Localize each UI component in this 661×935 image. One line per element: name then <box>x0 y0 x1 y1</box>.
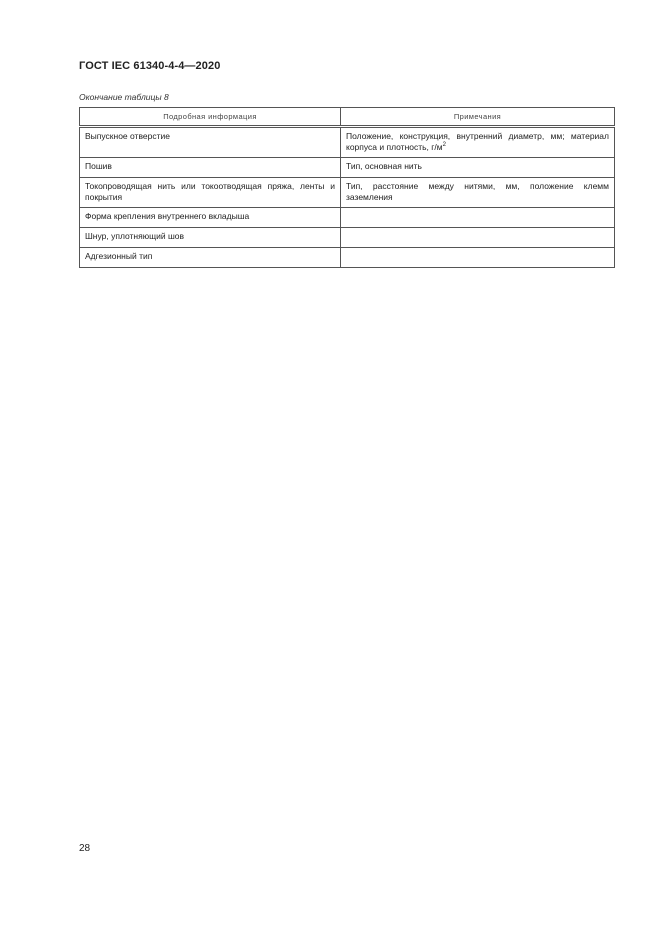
details-table <box>79 107 615 268</box>
note-text: Положение, конструкция, внутренний диаметр, мм; материал корпуса и плотность, г/м <box>346 131 609 152</box>
table-row <box>80 178 615 208</box>
table-row <box>80 208 615 228</box>
table-row <box>80 158 615 178</box>
detail-cell: Пошив <box>80 158 341 178</box>
note-cell <box>341 248 615 268</box>
detail-cell: Адгезионный тип <box>80 248 341 268</box>
note-cell <box>341 208 615 228</box>
note-cell <box>341 127 615 158</box>
table-row <box>80 248 615 268</box>
table-header-row <box>80 108 615 127</box>
superscript: 2 <box>442 142 446 149</box>
detail-cell: Выпускное отверстие <box>80 127 341 158</box>
table-row <box>80 228 615 248</box>
details-table-container <box>79 107 614 268</box>
detail-cell: Форма крепления внутреннего вкладыша <box>80 208 341 228</box>
note-cell: Тип, основная нить <box>341 158 615 178</box>
note-cell <box>341 228 615 248</box>
column-header-detail: Подробная информация <box>80 108 341 127</box>
page-number: 28 <box>79 843 91 854</box>
detail-cell: Шнур, уплотняющий шов <box>80 228 341 248</box>
detail-cell: Токопроводящая нить или токоотводящая пряжа, ленты и покрытия <box>80 178 341 208</box>
note-cell: Тип, расстояние между нитями, мм, положение клемм заземления <box>341 178 615 208</box>
table-row <box>80 127 615 158</box>
document-header: ГОСТ IEC 61340-4-4—2020 <box>79 60 221 72</box>
column-header-notes: Примечания <box>341 108 615 127</box>
table-caption: Окончание таблицы 8 <box>79 92 169 102</box>
